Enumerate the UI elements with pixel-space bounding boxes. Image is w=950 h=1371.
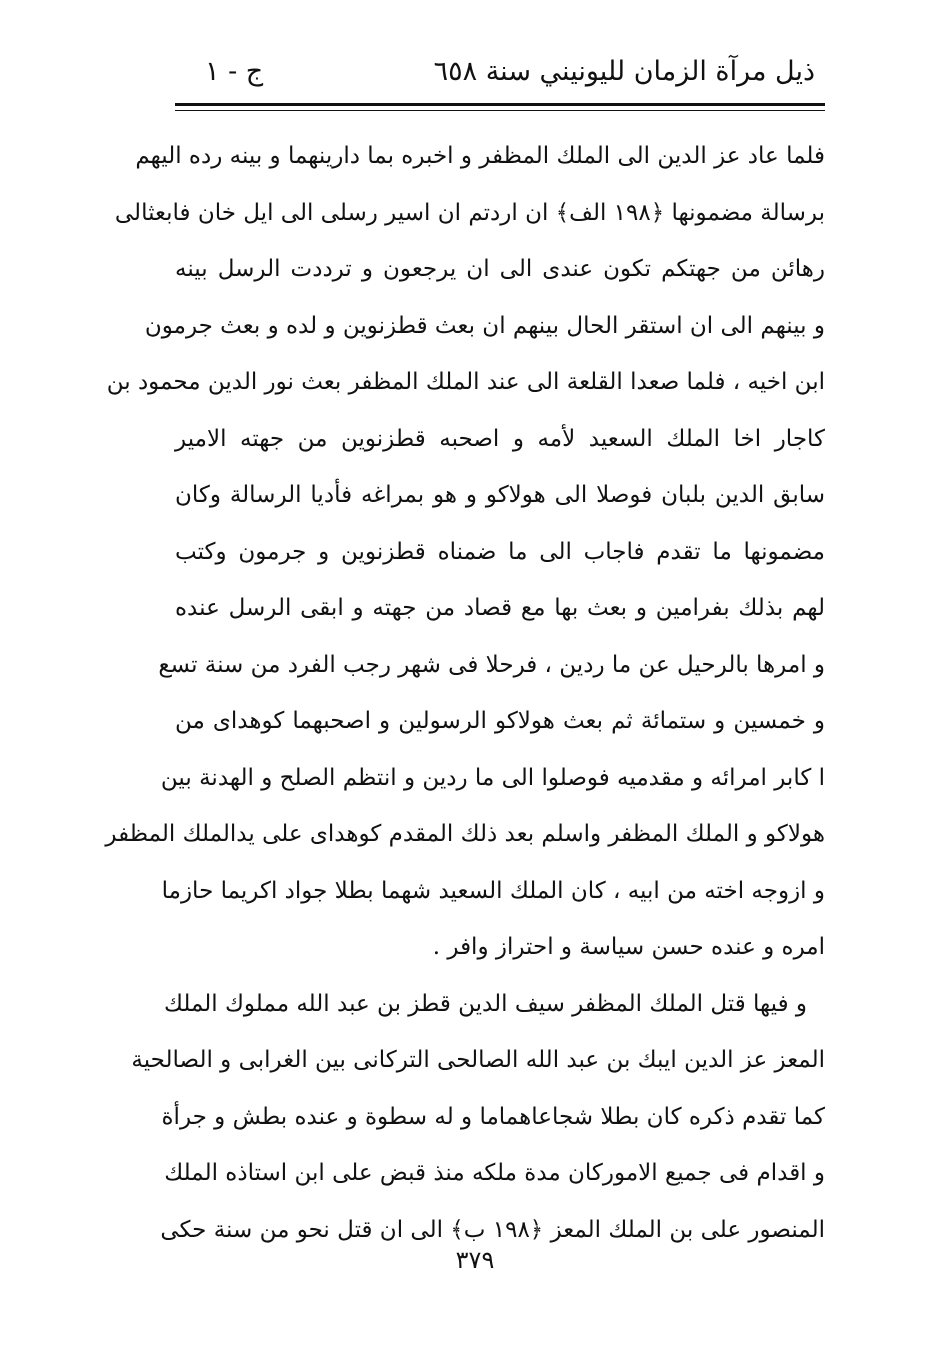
text-line: ابن اخيه ، فلما صعدا القلعة الى عند الملك المظفر بعث نور الدين محمود بن xyxy=(106,369,825,395)
text-line: كاجار اخا الملك السعيد لأمه و اصحبه قطزنوين من جهته الامير xyxy=(175,425,825,452)
text-line: سابق الدين بلبان فوصلا الى هولاكو و هو بمراغه فأديا الرسالة وكان xyxy=(175,482,825,508)
text-line: برسالة مضمونها ﴿١٩٨ الف﴾ ان اردتم ان اسير رسلى الى ايل خان فابعثالى xyxy=(114,199,825,226)
text-line: و امرها بالرحيل عن ما ردين ، فرحلا فى شهر رجب الفرد من سنة تسع xyxy=(158,651,825,678)
header-rule-thin xyxy=(175,110,825,111)
header-rule-thick xyxy=(175,103,825,106)
text-line: و بينهم الى ان استقر الحال بينهم ان بعث قطزنوين و لده و بعث جرمون xyxy=(144,312,825,339)
text-line: لهم بذلك بفرامين و بعث بها مع قصاد من جهته و ابقى الرسل عنده xyxy=(175,595,825,621)
text-line: و خمسين و ستمائة ثم بعث هولاكو الرسولين و اصحبهما كوهداى من xyxy=(175,708,825,734)
page-number: ٣٧٩ xyxy=(455,1246,495,1274)
body-text xyxy=(105,128,825,1258)
header-title: ذيل مرآة الزمان لليونيني سنة ٦٥٨ xyxy=(433,56,815,87)
text-line: و فيها قتل الملك المظفر سيف الدين قطز بن عبد الله مملوك الملك xyxy=(163,990,807,1017)
text-line: و ازوجه اخته من ابيه ، كان الملك السعيد شهما بطلا جواد اكريما حازما xyxy=(161,877,825,904)
header-volume: ج - ١ xyxy=(205,56,264,87)
text-line: المعز عز الدين ايبك بن عبد الله الصالحى التركانى بين الغرابى و الصالحية xyxy=(131,1047,825,1073)
text-line: فلما عاد عز الدين الى الملك المظفر و اخبره بما دارينهما و بينه رده اليهم xyxy=(135,143,825,169)
text-line: امره و عنده حسن سياسة و احتراز وافر . xyxy=(432,934,825,960)
text-line: كما تقدم ذكره كان بطلا شجاعاهماما و له سطوة و عنده بطش و جرأة xyxy=(161,1103,825,1130)
text-line: مضمونها ما تقدم فاجاب الى ما ضمناه قطزنوين و جرمون وكتب xyxy=(175,538,825,565)
text-line: رهائن من جهتكم تكون عندى الى ان يرجعون و ترددت الرسل بينه xyxy=(175,256,825,282)
text-line: ا كابر امرائه و مقدميه فوصلوا الى ما ردين و انتظم الصلح و الهدنة بين xyxy=(160,764,825,791)
text-line: و اقدام فى جميع الاموركان مدة ملكه منذ قبض على ابن استاذه الملك xyxy=(164,1160,825,1186)
text-line: المنصور على بن الملك المعز ﴿١٩٨ ب﴾ الى ان قتل نحو من سنة حكى xyxy=(160,1216,825,1243)
running-header xyxy=(175,52,825,102)
text-line: هولاكو و الملك المظفر واسلم بعد ذلك المقدم كوهداى على يدالملك المظفر xyxy=(105,821,825,847)
